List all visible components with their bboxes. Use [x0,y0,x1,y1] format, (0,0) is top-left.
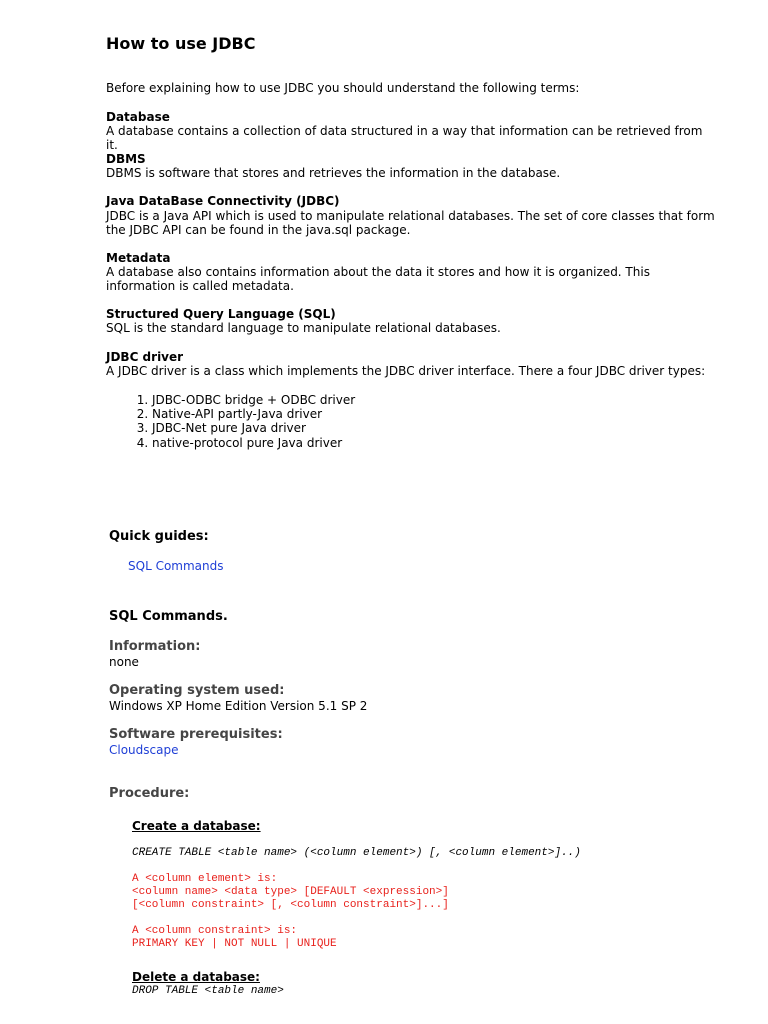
column-constraint-line: PRIMARY KEY | NOT NULL | UNIQUE [132,938,337,950]
page-title: How to use JDBC [106,34,256,53]
driver-types-list [106,393,355,450]
term-jdbc: Java DataBase Connectivity (JDBC) [106,194,340,208]
prereq-label: Software prerequisites: [109,727,283,742]
term-jdbc-desc: JDBC is a Java API which is used to manipulate relational databases. The set of core classes that form the JDBC API can be found in the java.sql package. [106,209,715,237]
term-dbms: DBMS [106,152,146,166]
list-item: 4. native-protocol pure Java driver [152,436,355,450]
os-label: Operating system used: [109,683,285,698]
term-metadata: Metadata [106,251,171,265]
information-label: Information: [109,639,201,654]
list-item: 1. JDBC-ODBC bridge + ODBC driver [152,393,355,407]
term-jdbc-driver-desc: A JDBC driver is a class which implements the JDBC driver interface. There a four JDBC driver types: [106,364,706,378]
delete-database-heading: Delete a database: [132,970,260,984]
column-constraint-line: A <column constraint> is: [132,925,298,937]
list-item: 3. JDBC-Net pure Java driver [152,421,355,435]
term-jdbc-driver: JDBC driver [106,350,184,364]
term-database: Database [106,110,170,124]
column-element-line: A <column element> is: [132,873,278,885]
create-database-heading: Create a database: [132,819,261,833]
column-element-line: <column name> <data type> [DEFAULT <expression>] [132,886,449,898]
sql-commands-heading: SQL Commands. [109,609,228,624]
cloudscape-link[interactable]: Cloudscape [109,743,179,757]
list-item: 2. Native-API partly-Java driver [152,407,355,421]
procedure-label: Procedure: [109,786,190,801]
term-database-desc: A database contains a collection of data structured in a way that information can be retrieved from it. [106,124,703,152]
create-table-syntax: CREATE TABLE <table name> (<column element>) [, <column element>]..) [132,847,581,859]
drop-table-syntax: DROP TABLE <table name> [132,985,284,997]
information-value: none [109,655,139,669]
intro-text: Before explaining how to use JDBC you should understand the following terms: [106,81,580,95]
column-element-line: [<column constraint> [, <column constraint>]...] [132,899,449,911]
term-dbms-desc: DBMS is software that stores and retrieves the information in the database. [106,166,561,180]
sql-commands-link[interactable]: SQL Commands [128,559,224,573]
quick-guides-heading: Quick guides: [109,529,209,544]
term-sql-desc: SQL is the standard language to manipulate relational databases. [106,321,501,335]
term-metadata-desc: A database also contains information about the data it stores and how it is organized. This information is called metadata. [106,265,650,293]
os-value: Windows XP Home Edition Version 5.1 SP 2 [109,699,368,713]
term-sql: Structured Query Language (SQL) [106,307,336,321]
